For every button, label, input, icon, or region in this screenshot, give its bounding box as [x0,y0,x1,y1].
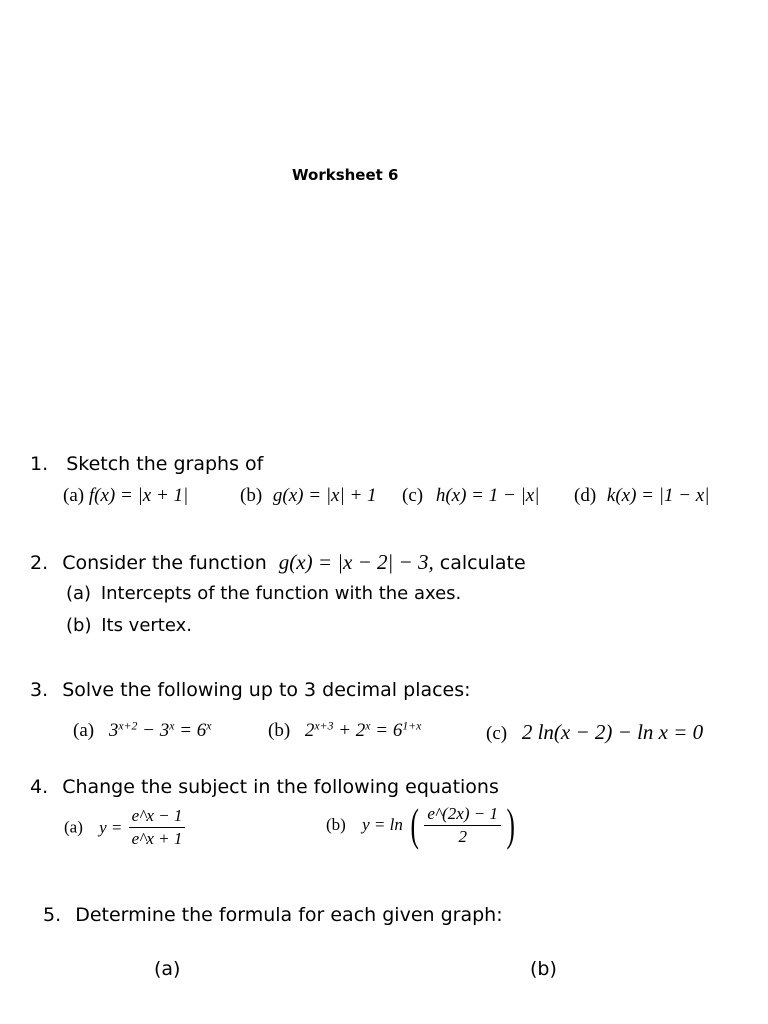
part-text: Its vertex. [101,615,193,636]
q4-part-b [326,799,518,850]
part-label: (b) [66,615,92,636]
part-label: (a) [64,817,83,837]
part-label: (b) [240,485,263,506]
fraction-denominator: 2 [458,826,467,846]
question-text: Solve the following up to 3 decimal places: [62,679,471,701]
q2-part-a [66,583,461,604]
part-label: (a) [63,485,85,506]
math-expression: f(x) = |x + 1| [88,485,189,506]
part-label: (b) [326,815,346,834]
question-text: Determine the formula for each given graph: [75,904,503,926]
math-expression: 2 ln(x − 2) − ln x = 0 [521,720,704,744]
part-label: (a) [73,720,95,741]
question-1 [30,453,263,475]
q3-part-c [486,720,703,745]
equation-lhs: y = [99,817,123,837]
part-label: (c) [486,723,508,744]
question-number: 3. [30,679,49,701]
question-number: 1. [30,453,49,475]
q5-part-a-label: (a) [154,958,181,980]
fraction-denominator: e^x + 1 [131,829,183,848]
equation-lhs: y = ln [362,815,403,834]
question-text: Consider the function [62,552,267,574]
left-parenthesis: ( [410,799,419,850]
math-expression: h(x) = 1 − |x| [435,485,540,506]
fraction-numerator: e^x − 1 [129,806,186,828]
part-text: Intercepts of the function with the axes. [100,583,462,604]
part-label: (d) [574,485,597,506]
q1-part-b [240,485,377,507]
question-number: 2. [30,552,49,574]
question-4 [30,776,499,798]
question-text: Change the subject in the following equations [62,776,499,798]
fraction-numerator: e^(2x) − 1 [424,804,501,826]
question-3 [30,679,471,701]
fraction [424,804,501,847]
q2-part-b [66,615,192,636]
question-text: Sketch the graphs of [66,453,264,475]
question-5 [43,904,503,926]
fraction [129,806,186,849]
math-expression: g(x) = |x| + 1 [272,485,377,506]
q1-part-d [574,485,709,507]
q1-part-a [63,485,188,507]
part-label: (b) [268,720,291,741]
q3-part-b [268,720,421,742]
q5-part-b-label: (b) [530,958,557,980]
math-expression: k(x) = |1 − x| [606,485,710,506]
worksheet-title: Worksheet 6 [292,166,399,184]
right-parenthesis: ) [506,799,515,850]
q1-part-c [402,485,539,507]
q3-part-a [73,720,212,742]
part-label: (a) [66,583,92,604]
question-number: 4. [30,776,49,798]
q4-part-a [64,806,187,849]
part-label: (c) [402,485,424,506]
question-2 [30,550,526,575]
math-expression: g(x) = |x − 2| − 3, [278,550,434,574]
question-text-after: calculate [439,552,526,574]
math-expression: $2^{x+3} + 2^x = 6^{1+x}$ [304,719,422,741]
math-expression: $3^{x+2} - 3^x = 6^x$ [108,719,212,741]
question-number: 5. [43,904,62,926]
